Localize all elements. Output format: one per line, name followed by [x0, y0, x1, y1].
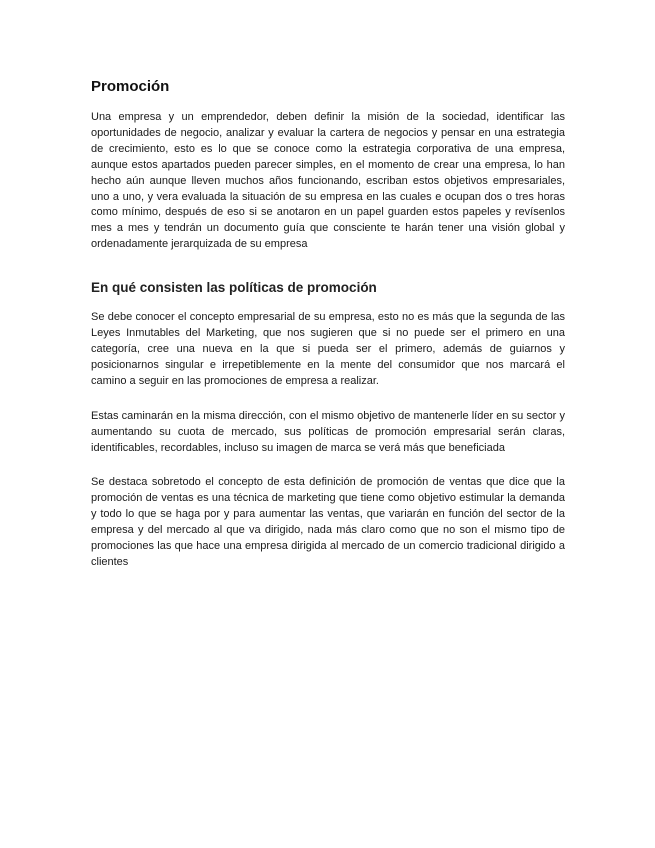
intro-paragraph: Una empresa y un emprendedor, deben definir la misión de la sociedad, identificar las oportunidades de negocio, analizar y evaluar la cartera de negocios y pensar en una estrategia de crecimiento, esto es lo que se conoce como la estrategia corporativa de una empresa, aunque estos apartados pueden parecer simples, en el momento de crear una empresa, lo han hecho aún aunque lleven muchos años funcionando, escriban estos objetivos empresariales, uno a uno, y vera evaluada la situación de su empresa en las cuales e ocupan dos o tres horas como mínimo, después de eso si se anotaron en un papel guarden estos papeles y revísenlos mes a mes y tendrán un documento guía que consciente te harán tener una visión global y ordenadamente jerarquizada de su empresa [91, 111, 565, 251]
document-page [91, 78, 565, 571]
body-paragraph: Se destaca sobretodo el concepto de esta definición de promoción de ventas que dice que la promoción de ventas es una técnica de marketing que tiene como objetivo estimular la demanda y todo lo que se haga por y para aumentar las ventas, que variarán en función del sector de la empresa y del mercado al que va dirigido, nada más claro como que no son el mismo tipo de promociones las que hace una empresa dirigida al mercado de un comercio tradicional dirigido a clientes [91, 476, 565, 568]
body-paragraph: Estas caminarán en la misma dirección, con el mismo objetivo de mantenerle líder en su sector y aumentando su cuota de mercado, sus políticas de promoción empresarial serán claras, identificables, recordables, incluso su imagen de marca se verá más que beneficiada [91, 409, 565, 454]
body-paragraph: Se debe conocer el concepto empresarial de su empresa, esto no es más que la segunda de las Leyes Inmutables del Marketing, que nos sugieren que si no puede ser el primero en una categoría, cree una nueva en la que si pueda ser el primero, además de guiarnos y posicionarnos singular e irrepetiblemente en la mente del consumidor que nos marcará el camino a seguir en las promociones de empresa a realizar. [91, 311, 565, 387]
section-heading: En qué consisten las políticas de promoción [91, 280, 377, 296]
document-title: Promoción [91, 78, 170, 95]
